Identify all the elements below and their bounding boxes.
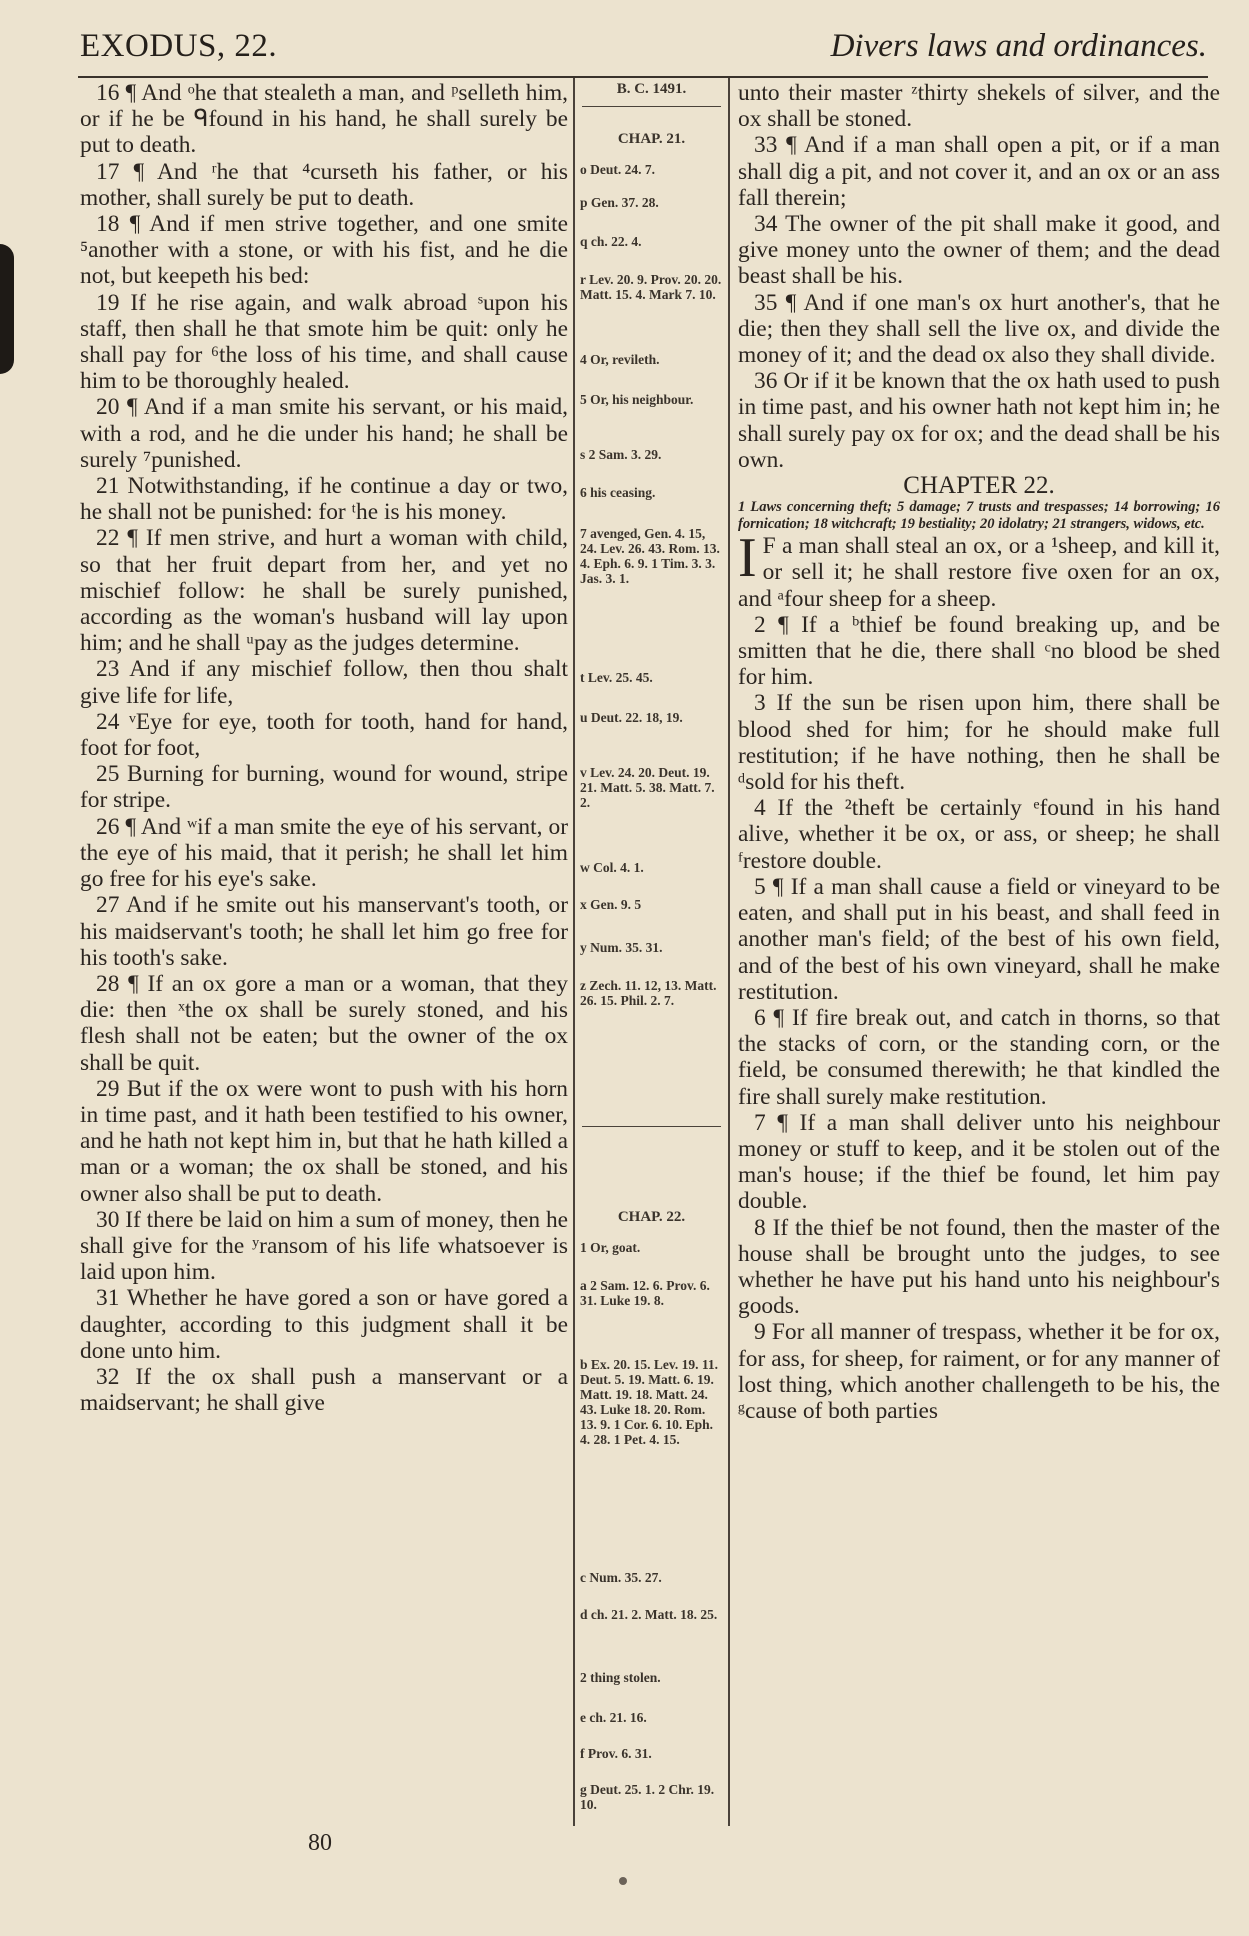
verse-16: 16 ¶ And ᵒhe that stealeth a man, and ᵖselleth him, or if he be ᑫfound in his hand, he shall surely be put to death. xyxy=(80,80,568,159)
margin-note: o Deut. 24. 7. xyxy=(580,162,655,177)
verse-33: 33 ¶ And if a man shall open a pit, or if a man shall dig a pit, and not cover it, and an ox or an ass fall therein; xyxy=(738,132,1220,211)
margin-note: 4 Or, revileth. xyxy=(580,352,660,367)
margin-note: 7 avenged, Gen. 4. 15, 24. Lev. 26. 43. Rom. 13. 4. Eph. 6. 9. 1 Tim. 3. 3. Jas. 3. 1. xyxy=(580,526,720,586)
margin-note: d ch. 21. 2. Matt. 18. 25. xyxy=(580,1607,718,1622)
verse-4: 4 If the ²theft be certainly ᵉfound in his hand alive, whether it be ox, or ass, or sheep; he shall ᶠrestore double. xyxy=(738,795,1220,874)
verse-6: 6 ¶ If fire break out, and catch in thorns, so that the stacks of corn, or the standing corn, or the field, be consumed therewith; he that kindled the fire shall surely make restitution. xyxy=(738,1004,1220,1110)
verse-21: 21 Notwithstanding, if he continue a day or two, he shall not be punished: for ᵗhe is his money. xyxy=(80,473,568,526)
drop-cap: I xyxy=(738,527,757,590)
margin-note: 1 Or, goat. xyxy=(580,1240,641,1255)
topic-header: Divers laws and ordinances. xyxy=(830,28,1207,64)
verse-26: 26 ¶ And ʷif a man smite the eye of his servant, or the eye of his maid, that it perish; he shall let him go free for his eye's sake. xyxy=(80,813,568,893)
margin-rule xyxy=(582,1126,721,1127)
binding-mark xyxy=(0,244,14,374)
column-divider-left xyxy=(573,78,575,1826)
margin-note: f Prov. 6. 31. xyxy=(580,1746,652,1761)
book-chapter-header: EXODUS, 22. xyxy=(80,28,278,64)
margin-note: z Zech. 11. 12, 13. Matt. 26. 15. Phil. 2. 7. xyxy=(580,978,717,1008)
margin-note: 6 his ceasing. xyxy=(580,485,656,500)
margin-note: 2 thing stolen. xyxy=(580,1670,661,1685)
margin-note: u Deut. 22. 18, 19. xyxy=(580,710,683,725)
margin-note: e ch. 21. 16. xyxy=(580,1710,647,1725)
margin-note: s 2 Sam. 3. 29. xyxy=(580,447,662,462)
verse-36: 36 Or if it be known that the ox hath used to push in time past, and his owner hath not kept him in; he shall surely pay ox for ox; and the dead shall be his own. xyxy=(738,368,1220,473)
verse-22: 22 ¶ If men strive, and hurt a woman with child, so that her fruit depart from her, and yet no mischief follow: he shall be surely punished, according as the woman's husband will lay upon him; and he shall ᵘpay as the judges determine. xyxy=(80,525,568,657)
verse-1 xyxy=(738,527,1220,612)
verse-3: 3 If the sun be risen upon him, there shall be blood shed for him; for he should make full restitution; if he have nothing, then he shall be ᵈsold for his theft. xyxy=(738,690,1220,796)
verse-19: 19 If he rise again, and walk abroad ˢupon his staff, then shall he that smote him be quit: only he shall pay for ⁶the loss of his time, and shall cause him to be thoroughly healed. xyxy=(80,289,568,395)
chapter-heading: CHAPTER 22. xyxy=(903,472,1055,500)
page-number: 80 xyxy=(308,1830,332,1856)
verse-32: 32 If the ox shall push a manservant or a maidservant; he shall give xyxy=(80,1363,568,1417)
verse-25: 25 Burning for burning, wound for wound, stripe for stripe. xyxy=(80,761,568,814)
verse-5: 5 ¶ If a man shall cause a field or vineyard to be eaten, and shall put in his beast, and shall feed in another man's field; of the best of his own field, and of the best of his own vineyard, shall he make restitution. xyxy=(738,873,1220,1005)
margin-rule xyxy=(582,106,721,107)
verse-31: 31 Whether he have gored a son or have gored a daughter, according to this judgment shall it be done unto him. xyxy=(80,1285,568,1364)
left-text-column xyxy=(80,80,568,1416)
era-label: B. C. 1491. xyxy=(616,81,687,97)
verse-32-cont: unto their master ᶻthirty shekels of silver, and the ox shall be stoned. xyxy=(738,80,1220,133)
right-text-column xyxy=(738,80,1220,1424)
margin-note: v Lev. 24. 20. Deut. 19. 21. Matt. 5. 38. Matt. 7. 2. xyxy=(580,765,715,810)
verse-1-text: F a man shall steal an ox, or a ¹sheep, and kill it, or sell it; he shall restore five oxen for an ox, and ᵃfour sheep for a sheep. xyxy=(738,533,1220,612)
verse-8: 8 If the thief be not found, then the master of the house shall be brought unto the judges, to see whether he have put his hand unto his neighbour's goods. xyxy=(738,1214,1220,1320)
chapter-summary: 1 Laws concerning theft; 5 damage; 7 trusts and trespasses; 14 borrowing; 16 fornication; 18 witchcraft; 19 bestiality; 20 idolatry; 21 strangers, widows, etc. xyxy=(738,499,1220,533)
verse-24: 24 ᵛEye for eye, tooth for tooth, hand for hand, foot for foot, xyxy=(80,708,568,762)
verse-27: 27 And if he smite out his manservant's tooth, or his maidservant's tooth; he shall let him go free for his tooth's sake. xyxy=(80,892,568,971)
margin-note: p Gen. 37. 28. xyxy=(580,195,659,210)
margin-note: b Ex. 20. 15. Lev. 19. 11. Deut. 5. 19. Matt. 6. 19. Matt. 19. 18. Matt. 24. 43. Luke 18. 20. Rom. 13. 9. 1 Cor. 6. 10. Eph. 4. 28. 1 Pet. 4. 15. xyxy=(580,1357,719,1447)
margin-note: t Lev. 25. 45. xyxy=(580,670,653,685)
column-divider-right xyxy=(728,78,730,1826)
verse-23: 23 And if any mischief follow, then thou shalt give life for life, xyxy=(80,656,568,709)
verse-30: 30 If there be laid on him a sum of money, then he shall give for the ʸransom of his life whatsoever is laid upon him. xyxy=(80,1206,569,1286)
margin-note: r Lev. 20. 9. Prov. 20. 20. Matt. 15. 4. Mark 7. 10. xyxy=(580,272,722,302)
verse-28: 28 ¶ If an ox gore a man or a woman, that they die: then ˣthe ox shall be surely stoned, and his flesh shall not be eaten; but the owner of the ox shall be quit. xyxy=(80,970,568,1076)
verse-29: 29 But if the ox were wont to push with his horn in time past, and it hath been testified to his owner, and he hath not kept him in, but that he hath killed a man or a woman; the ox shall be stoned, and his owner also shall be put to death. xyxy=(80,1075,568,1207)
margin-note: q ch. 22. 4. xyxy=(580,234,642,249)
margin-note: 5 Or, his neighbour. xyxy=(580,392,694,407)
header-rule xyxy=(78,76,1208,78)
margin-note: y Num. 35. 31. xyxy=(580,940,663,955)
chap21-label: CHAP. 21. xyxy=(617,131,686,147)
margin-note: g Deut. 25. 1. 2 Chr. 19. 10. xyxy=(580,1782,715,1812)
margin-note: w Col. 4. 1. xyxy=(580,860,644,875)
verse-2: 2 ¶ If a ᵇthief be found breaking up, and be smitten that he die, there shall ᶜno blood be shed for him. xyxy=(738,611,1220,691)
margin-note: x Gen. 9. 5 xyxy=(580,897,642,912)
chap22-label: CHAP. 22. xyxy=(617,1209,686,1225)
print-dot xyxy=(619,1877,627,1885)
verse-9: 9 For all manner of trespass, whether it be for ox, for ass, for sheep, for raiment, or for any manner of lost thing, which another challengeth to be his, the ᵍcause of both parties xyxy=(738,1319,1220,1424)
verse-35: 35 ¶ And if one man's ox hurt another's, that he die; then they shall sell the live ox, and divide the money of it; and the dead ox also they shall divide. xyxy=(738,289,1220,369)
verse-34: 34 The owner of the pit shall make it good, and give money unto the owner of them; and the dead beast shall be his. xyxy=(738,211,1220,290)
verse-17: 17 ¶ And ʳhe that ⁴curseth his father, or his mother, shall surely be put to death. xyxy=(80,158,568,211)
margin-note: a 2 Sam. 12. 6. Prov. 6. 31. Luke 19. 8. xyxy=(580,1278,710,1308)
verse-18: 18 ¶ And if men strive together, and one smite ⁵another with a stone, or with his fist, and he die not, but keepeth his bed: xyxy=(80,211,568,290)
verse-7: 7 ¶ If a man shall deliver unto his neighbour money or stuff to keep, and it be stolen out of the man's house; if the thief be found, let him pay double. xyxy=(738,1109,1220,1215)
verse-20: 20 ¶ And if a man smite his servant, or his maid, with a rod, and he die under his hand; he shall be surely ⁷punished. xyxy=(80,394,568,473)
margin-note: c Num. 35. 27. xyxy=(580,1570,662,1585)
